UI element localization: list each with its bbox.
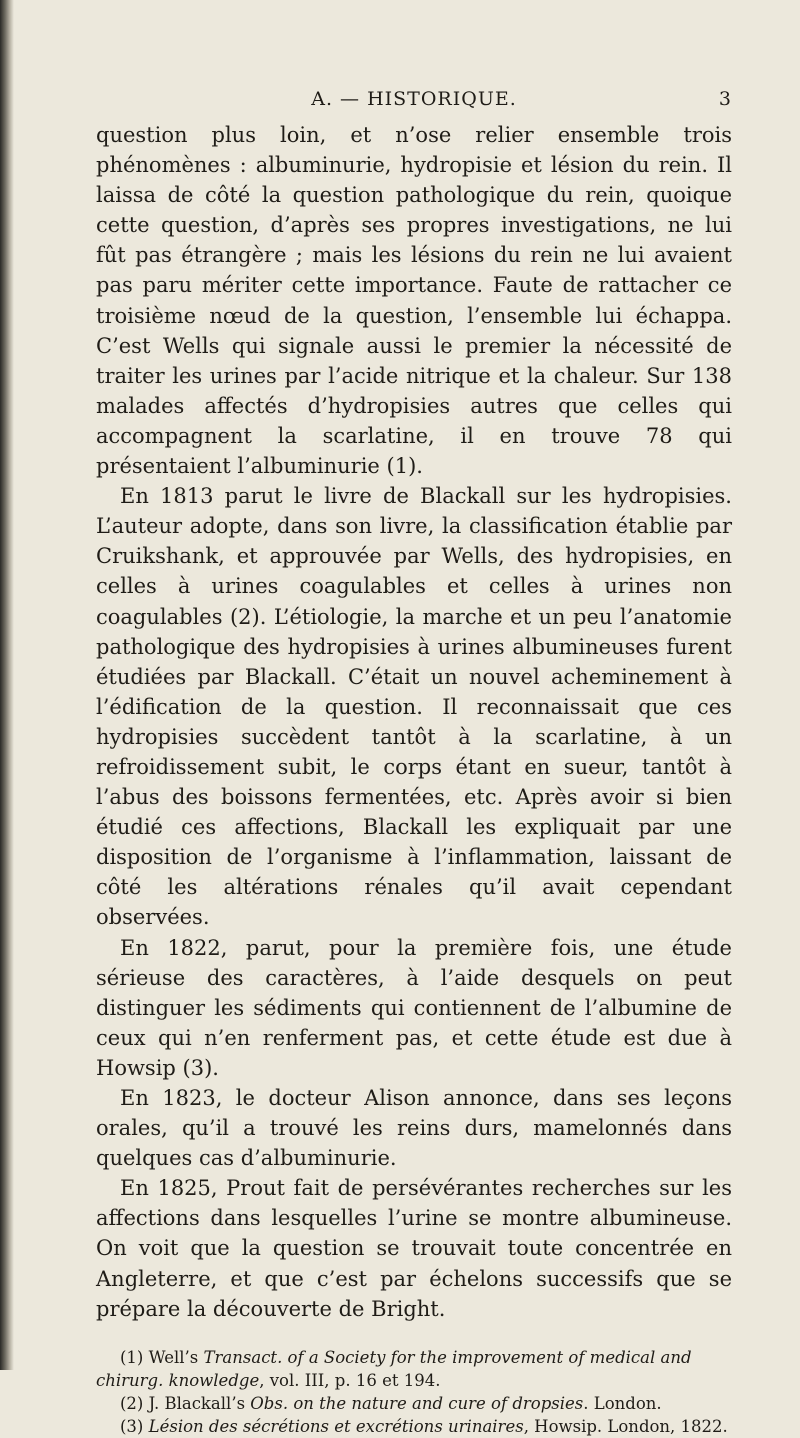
paragraph-4: En 1823, le docteur Alison annonce, dans ses leçons orales, qu’il a trouvé les reins durs, mamelonnés dans quelques cas d’albuminurie.: [96, 1086, 732, 1171]
paragraph-2: En 1813 parut le livre de Blackall sur les hydropisies. L’auteur adopte, dans son livre, la classification établie par Cruikshank, et approuvée par Wells, des hydropisies, en celles à urines coagulables et celles à urines non coagulables (2). L’étiologie, la marche et un peu l’anatomie pathologique des hydropisies à urines albumineuses furent étudiées par Blackall. C’était un nouvel acheminement à l’édification de la question. Il reconnaissait que ces hydropisies succèdent tantôt à la scarlatine, à un refroidissement subit, le corps étant en sueur, tantôt à l’abus des boissons fermentées, etc. Après avoir si bien étudié ces affections, Blackall les expliquait par une disposition de l’organisme à l’inflammation, laissant de côté les altérations rénales qu’il avait cependant observées.: [96, 484, 732, 930]
running-head: [96, 88, 732, 120]
footnote-title: Lésion des sécrétions et excrétions urinaires: [148, 1416, 524, 1436]
book-page: [96, 88, 732, 1438]
footnote-marker: (3): [120, 1416, 144, 1436]
footnote-1: [96, 1346, 732, 1392]
footnote-details: . London.: [583, 1393, 662, 1413]
footnote-title: Obs. on the nature and cure of dropsies: [250, 1393, 584, 1413]
paragraph-1: question plus loin, et n’ose relier ensemble trois phénomènes : albuminurie, hydropisie et lésion du rein. Il laissa de côté la question pathologique du rein, quoique cette question, d’après ses propres investigations, ne lui fût pas étrangère ; mais les lésions du rein ne lui avaient pas paru mériter cette importance. Faute de rattacher ce troisième nœud de la question, l’ensemble lui échappa. C’est Wells qui signale aussi le premier la nécessité de traiter les urines par l’acide nitrique et la chaleur. Sur 138 malades affectés d’hydropisies autres que celles qui accompagnent la scarlatine, il en trouve 78 qui présentaient l’albuminurie (1).: [96, 123, 732, 479]
footnote-3: [96, 1415, 732, 1438]
body-text: [96, 120, 732, 1324]
footnote-author: J. Blackall’s: [148, 1393, 246, 1413]
page-edge-shadow: [0, 0, 14, 1370]
footnote-details: , vol. III, p. 16 et 194.: [259, 1370, 441, 1390]
footnote-marker: (2): [120, 1393, 144, 1413]
footnote-marker: (1): [120, 1347, 144, 1367]
footnote-title: Transact. of a Society for the improvement of medical and chirurg. knowledge: [96, 1347, 692, 1390]
paragraph-3: En 1822, parut, pour la première fois, une étude sérieuse des caractères, à l’aide desquels on peut distinguer les sédiments qui contiennent de l’albumine de ceux qui n’en renferment pas, et cette étude est due à Howsip (3).: [96, 935, 732, 1080]
page-number: 3: [718, 88, 732, 110]
footnote-author: Well’s: [148, 1347, 199, 1367]
running-head-title: A. — HISTORIQUE.: [311, 88, 517, 110]
footnote-details: , Howsip. London, 1822.: [523, 1416, 728, 1436]
footnote-2: [96, 1392, 732, 1415]
paragraph-5: En 1825, Prout fait de persévérantes recherches sur les affections dans lesquelles l’urine se montre albumineuse. On voit que la question se trouvait toute concentrée en Angleterre, et que c’est par échelons successifs que se prépare la découverte de Bright.: [96, 1176, 732, 1321]
footnotes: [96, 1346, 732, 1438]
